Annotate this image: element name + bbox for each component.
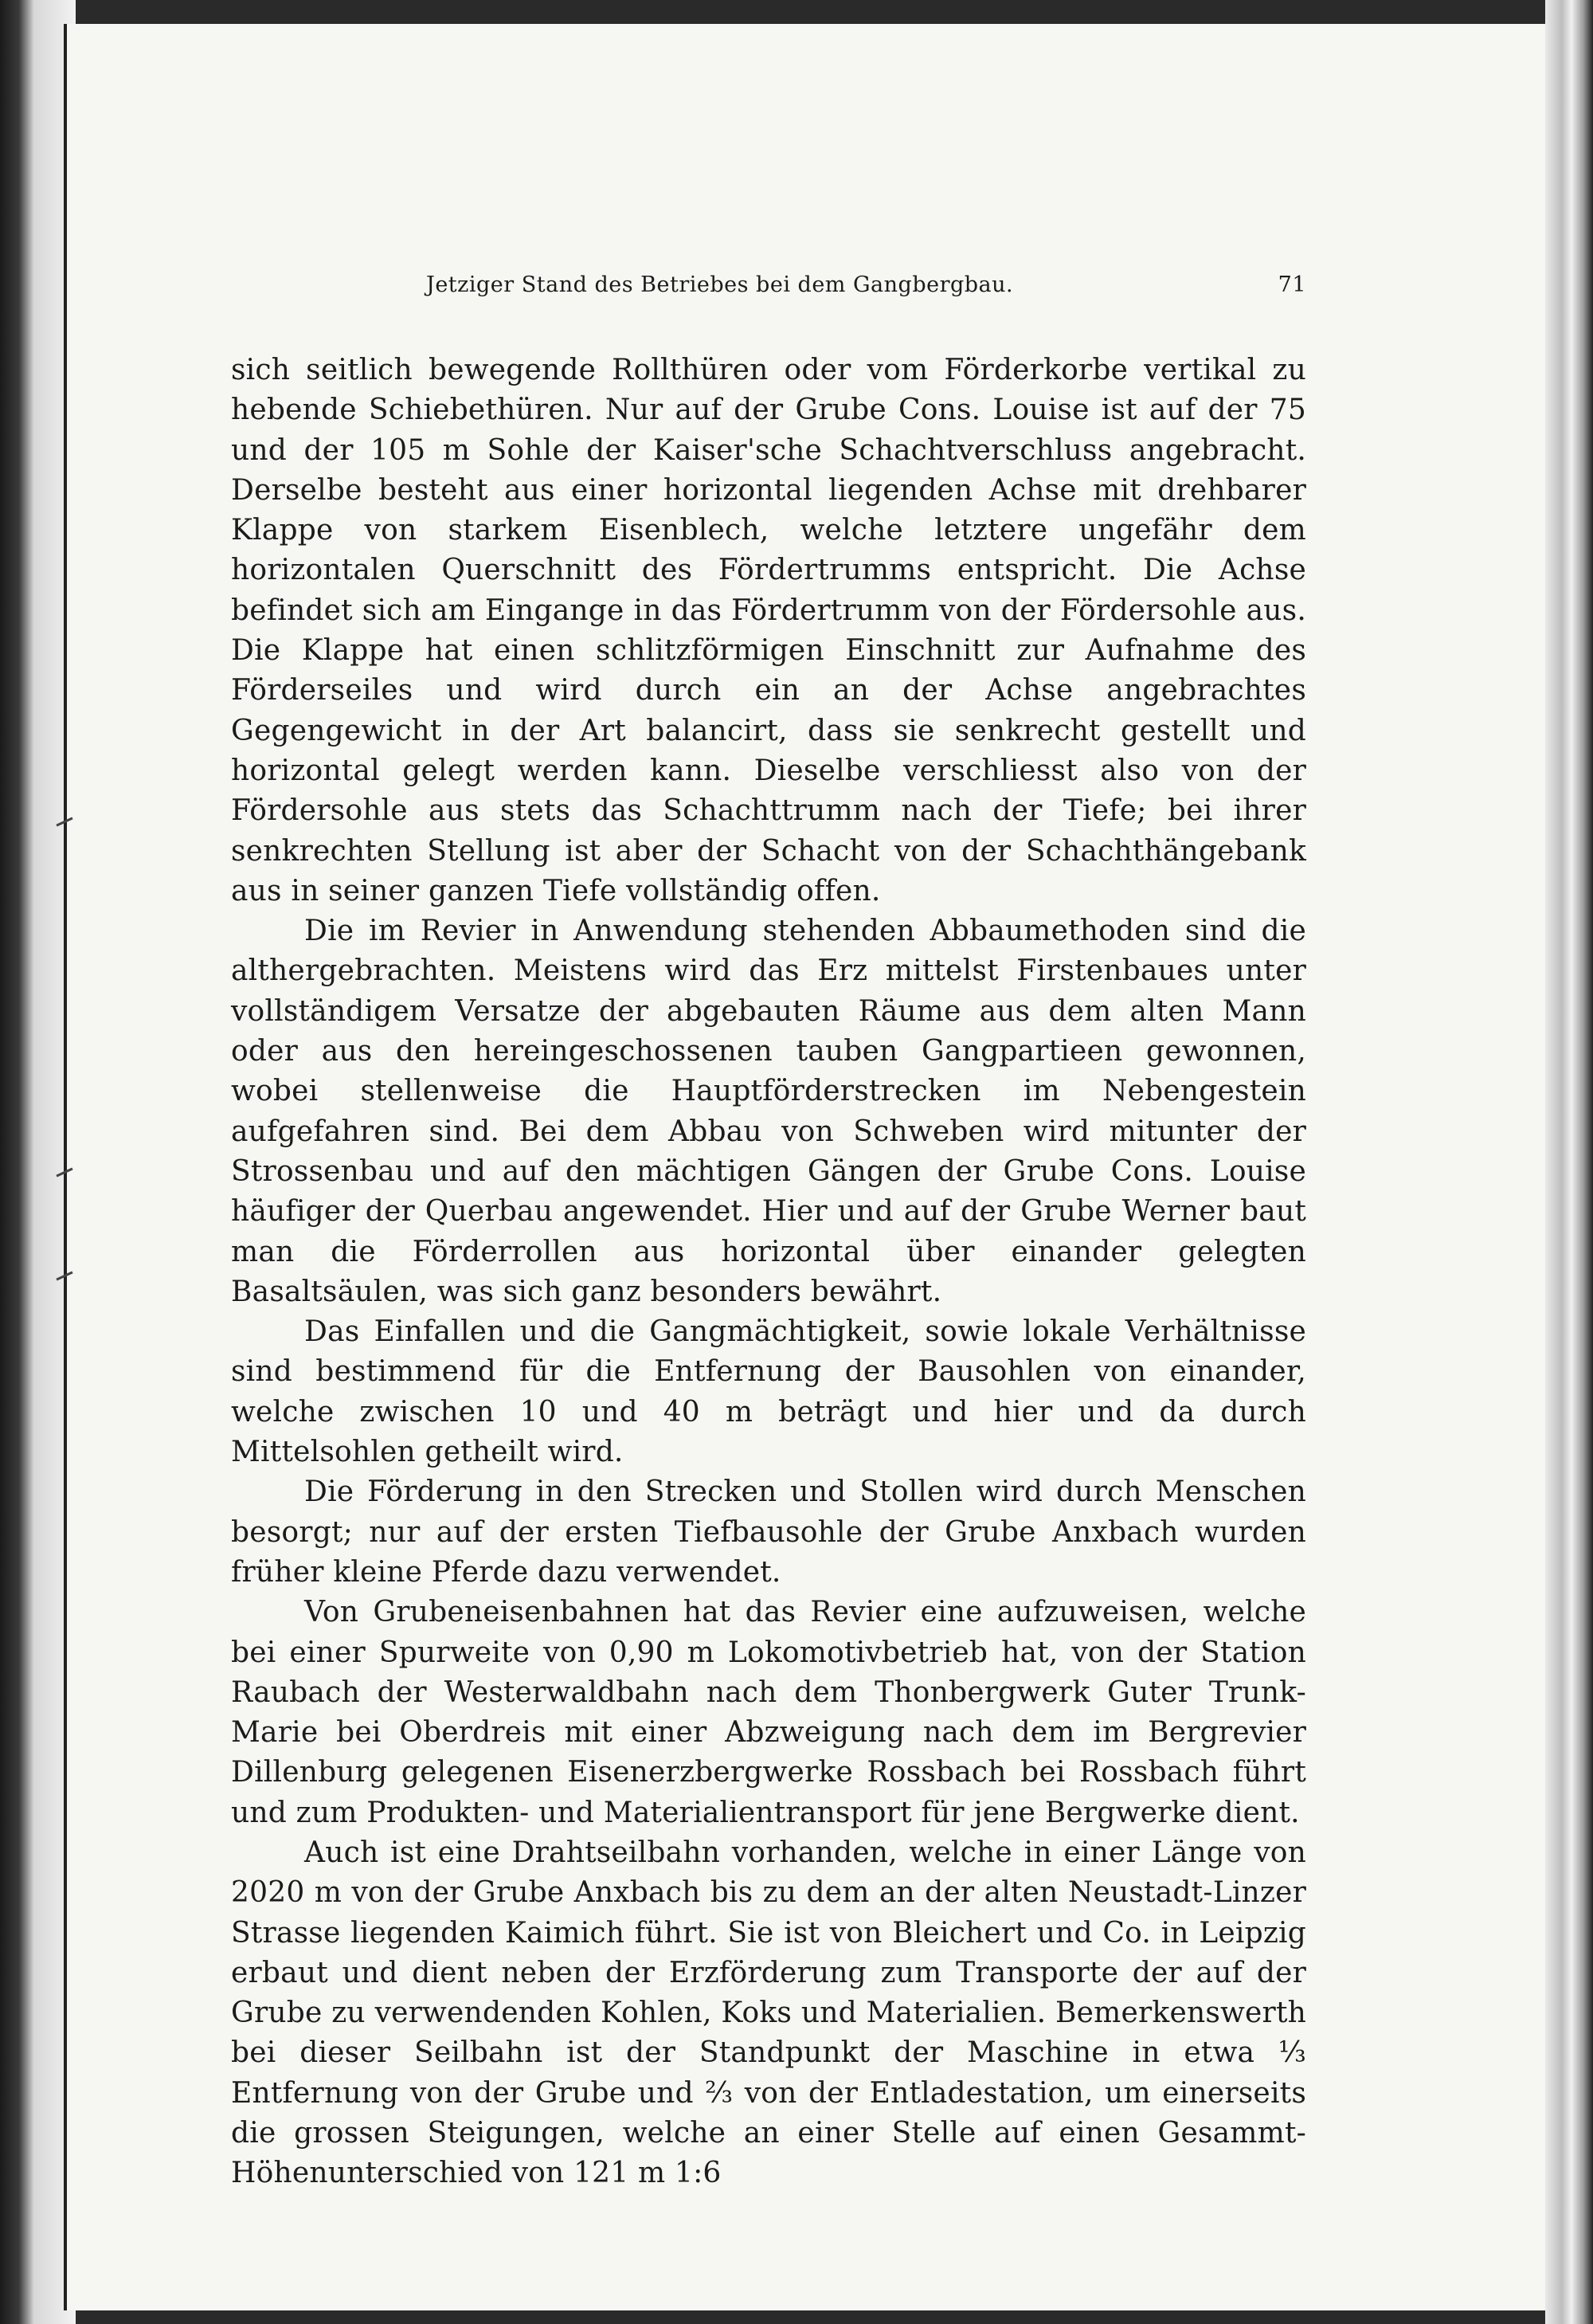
binding-marks	[48, 797, 80, 1354]
paragraph: Von Grubeneisenbahnen hat das Revier eine aufzuweisen, welche bei einer Spurweite von 0,90 m Lokomotivbetrieb hat, von der Station Raubach der Westerwaldbahn nach dem Thonbergwerk Guter Trunk-Marie bei Oberdreis mit einer Abzweigung nach dem im Bergrevier Dillenburg gelegenen Eisenerzbergwerke Rossbach bei Rossbach führt und zum Produkten- und Materialientransport für jene Bergwerke dient.	[231, 1596, 1306, 1829]
page-number: 71	[1278, 272, 1306, 297]
paragraph: Das Einfallen und die Gangmächtigkeit, sowie lokale Verhältnisse sind bestimmend für die Entfernung der Bausohlen von einander, welche zwischen 10 und 40 m beträgt und hier und da durch Mittelsohlen getheilt wird.	[231, 1315, 1306, 1469]
paragraph: Die Förderung in den Strecken und Stollen wird durch Menschen besorgt; nur auf der ersten Tiefbausohle der Grube Anxbach wurden früher kleine Pferde dazu verwendet.	[231, 1476, 1306, 1589]
paragraph: Auch ist eine Drahtseilbahn vorhanden, welche in einer Länge von 2020 m von der Grube Anxbach bis zu dem an der alten Neustadt-Linzer Strasse liegenden Kaimich führt. Sie ist von Bleichert und Co. in Leipzig erbaut und dient neben der Erzförderung zum Transporte der auf der Grube zu verwendenden Kohlen, Koks und Materialien. Bemerkenswerth bei dieser Seilbahn ist der Standpunkt der Maschine in etwa ⅓ Entfernung von der Grube und ⅔ von der Entladestation, um einerseits die grossen Steigungen, welche an einer Stelle auf einen Gesammt-Höhenunterschied von 121 m 1:6	[231, 1836, 1306, 2190]
paragraph: sich seitlich bewegende Rollthüren oder vom Förderkorbe vertikal zu hebende Schiebethüren. Nur auf der Grube Cons. Louise ist auf der 75 und der 105 m Sohle der Kaiser'sche Schachtverschluss angebracht. Derselbe besteht aus einer horizontal liegenden Achse mit drehbarer Klappe von starkem Eisenblech, welche letztere ungefähr dem horizontalen Querschnitt des Fördertrumms entspricht. Die Achse befindet sich am Eingange in das Fördertrumm von der Fördersohle aus. Die Klappe hat einen schlitzförmigen Einschnitt zur Aufnahme des Förderseiles und wird durch ein an der Achse angebrachtes Gegengewicht in der Art balancirt, dass sie senkrecht gestellt und horizontal gelegt werden kann. Dieselbe verschliesst also von der Fördersohle aus stets das Schachttrumm nach der Tiefe; bei ihrer senkrechten Stellung ist aber der Schacht von der Schachthängebank aus in seiner ganzen Tiefe vollständig offen.	[231, 354, 1306, 907]
paragraph: Die im Revier in Anwendung stehenden Abbaumethoden sind die althergebrachten. Meistens wird das Erz mittelst Firstenbaues unter vollständigem Versatze der abgebauten Räume aus dem alten Mann oder aus den hereingeschossenen tauben Gangpartieen gewonnen, wobei stellenweise die Hauptförderstrecken im Nebengestein aufgefahren sind. Bei dem Abbau von Schweben wird mitunter der Strossenbau und auf den mächtigen Gängen der Grube Cons. Louise häufiger der Querbau angewendet. Hier und auf der Grube Werner baut man die Förderrollen aus horizontal über einander gelegten Basaltsäulen, was sich ganz besonders bewährt.	[231, 915, 1306, 1308]
page-edge-right	[1545, 0, 1593, 2324]
page-content	[231, 263, 1306, 2194]
running-title: Jetziger Stand des Betriebes bei dem Gangbergbau.	[426, 272, 1014, 297]
body-text	[231, 351, 1306, 2194]
running-head	[231, 263, 1306, 311]
